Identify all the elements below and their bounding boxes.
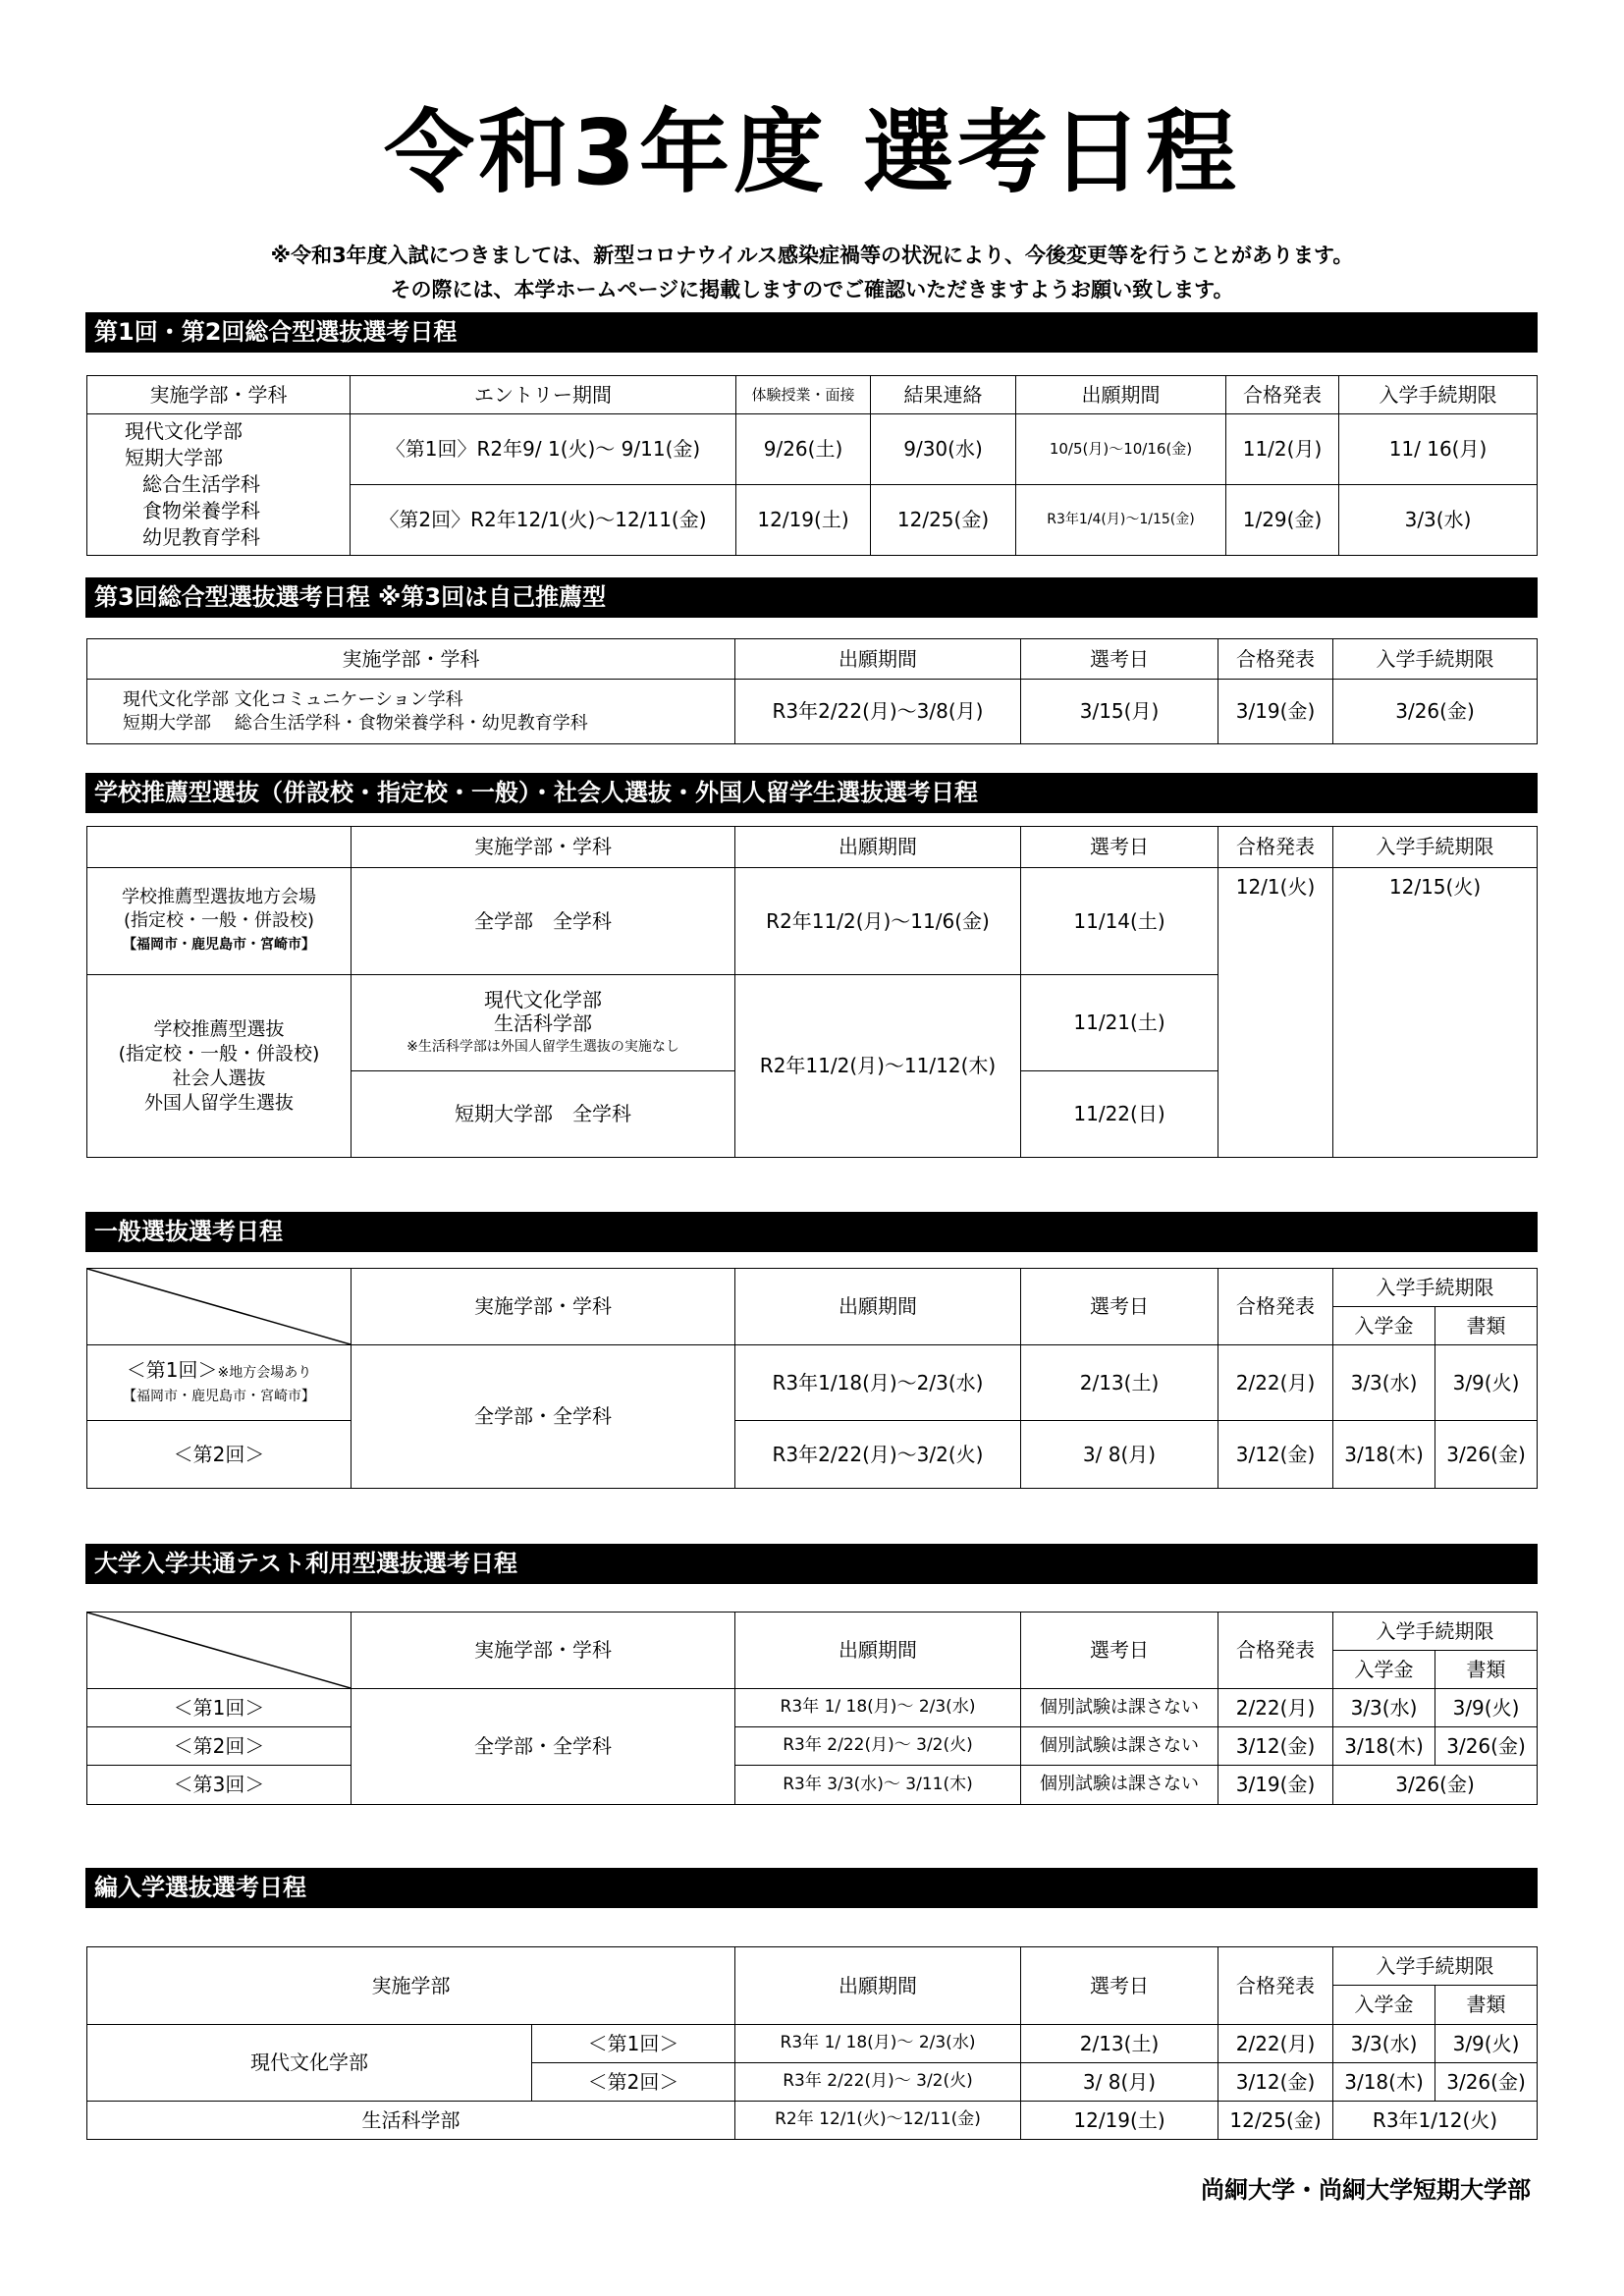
round-label bbox=[87, 1345, 352, 1421]
selection-date: 3/ 8(月) bbox=[1021, 1421, 1218, 1489]
deadline-date: 3/26(金) bbox=[1333, 680, 1538, 744]
dept-note: ※生活科学部は外国人留学生選抜の実施なし bbox=[406, 1038, 679, 1055]
regional-venues: 【福岡市・鹿児島市・宮崎市】 bbox=[123, 1388, 315, 1404]
dept-line: 幼児教育学科 bbox=[142, 525, 260, 549]
section-heading-5: 大学入学共通テスト利用型選抜選考日程 bbox=[85, 1544, 1538, 1584]
deadline-date: 12/15(火) bbox=[1333, 868, 1538, 1158]
section-heading-2: 第3回総合型選抜選考日程 ※第3回は自己推薦型 bbox=[85, 577, 1538, 618]
selection-date: 11/14(土) bbox=[1021, 868, 1218, 975]
header-announcement: 合格発表 bbox=[1226, 376, 1339, 414]
section-heading-6: 編入学選抜選考日程 bbox=[85, 1868, 1538, 1908]
header-dept: 実施学部・学科 bbox=[352, 1613, 735, 1689]
documents-deadline: 3/9(火) bbox=[1435, 2025, 1538, 2063]
application-period: R2年11/2(月)～11/6(金) bbox=[735, 868, 1021, 975]
round-1-label: ＜第1回＞ bbox=[126, 1357, 218, 1382]
announcement-date: 2/22(月) bbox=[1218, 1689, 1333, 1727]
documents-deadline: 3/9(火) bbox=[1435, 1345, 1538, 1421]
schedule-table-2 bbox=[86, 638, 1538, 744]
header-dept: 実施学部 bbox=[87, 1947, 735, 2025]
header-documents: 書類 bbox=[1435, 1651, 1538, 1689]
enrollment-fee-deadline: 3/3(水) bbox=[1333, 1689, 1435, 1727]
dept-line: 現代文化学部 bbox=[484, 987, 602, 1011]
selection-date: 3/ 8(月) bbox=[1021, 2063, 1218, 2102]
header-dept: 実施学部・学科 bbox=[352, 827, 735, 868]
header-dept: 実施学部・学科 bbox=[87, 376, 351, 414]
header-selection-date: 選考日 bbox=[1021, 1947, 1218, 2025]
dept-line: 短期大学部 bbox=[125, 446, 223, 469]
header-announcement: 合格発表 bbox=[1218, 639, 1333, 680]
announcement-date: 12/25(金) bbox=[1218, 2102, 1333, 2140]
header-enrollment-fee: 入学金 bbox=[1333, 1986, 1435, 2025]
announcement-date: 12/1(火) bbox=[1218, 868, 1333, 1158]
schedule-table-3 bbox=[86, 826, 1538, 1158]
header-selection-date: 選考日 bbox=[1021, 1269, 1218, 1345]
documents-deadline: 3/26(金) bbox=[1435, 2063, 1538, 2102]
selection-note: 個別試験は課さない bbox=[1021, 1766, 1218, 1805]
header-application: 出願期間 bbox=[735, 639, 1021, 680]
header-deadline: 入学手続期限 bbox=[1333, 639, 1538, 680]
selection-note: 個別試験は課さない bbox=[1021, 1727, 1218, 1766]
dept-cell: 生活科学部 bbox=[87, 2102, 735, 2140]
label-line: 社会人選抜 bbox=[172, 1066, 266, 1089]
announcement-date: 2/22(月) bbox=[1218, 2025, 1333, 2063]
header-selection-date: 選考日 bbox=[1021, 1613, 1218, 1689]
diagonal-header-cell bbox=[87, 1269, 352, 1345]
dept-line: 現代文化学部 文化コミュニケーション学科 bbox=[123, 688, 463, 710]
enrollment-fee-deadline: 3/18(木) bbox=[1333, 2063, 1435, 2102]
documents-deadline: 3/26(金) bbox=[1435, 1421, 1538, 1489]
application-period: R3年 1/ 18(月)～ 2/3(水) bbox=[735, 1689, 1021, 1727]
dept-line: 現代文化学部 bbox=[125, 419, 243, 443]
deadline-date: R3年1/12(火) bbox=[1333, 2102, 1538, 2140]
row-label bbox=[87, 868, 352, 975]
header-deadline: 入学手続期限 bbox=[1333, 1947, 1538, 1986]
dept-cell: 短期大学部 全学科 bbox=[352, 1071, 735, 1158]
header-deadline: 入学手続期限 bbox=[1333, 1613, 1538, 1651]
section-heading-1: 第1回・第2回総合型選抜選考日程 bbox=[85, 312, 1538, 353]
section-heading-3: 学校推薦型選抜（併設校・指定校・一般）・社会人選抜・外国人留学生選抜選考日程 bbox=[85, 773, 1538, 813]
dept-line: 生活科学部 bbox=[494, 1011, 592, 1035]
round-2-label: ＜第2回＞ bbox=[87, 1421, 352, 1489]
announcement-date: 3/12(金) bbox=[1218, 1727, 1333, 1766]
round-label: ＜第1回＞ bbox=[87, 1689, 352, 1727]
header-interview: 体験授業・面接 bbox=[736, 376, 871, 414]
label-line: 学校推薦型選抜地方会場 bbox=[122, 887, 316, 907]
selection-date: 12/19(土) bbox=[1021, 2102, 1218, 2140]
row-label bbox=[87, 975, 352, 1158]
dept-line: 食物栄養学科 bbox=[142, 499, 260, 522]
deadline-date: 3/26(金) bbox=[1333, 1766, 1538, 1805]
round-label: ＜第2回＞ bbox=[87, 1727, 352, 1766]
header-blank bbox=[87, 827, 352, 868]
notice-line-1: ※令和3年度入試につきましては、新型コロナウイルス感染症禍等の状況により、今後変更等を行うことがあります。 bbox=[270, 244, 1354, 267]
notice-line-2: その際には、本学ホームページに掲載しますのでご確認いただきますようお願い致します。 bbox=[390, 278, 1234, 301]
enrollment-fee-deadline: 3/18(木) bbox=[1333, 1727, 1435, 1766]
documents-deadline: 3/9(火) bbox=[1435, 1689, 1538, 1727]
schedule-table-4 bbox=[86, 1268, 1538, 1489]
result-date: 9/30(水) bbox=[871, 414, 1016, 485]
selection-date: 2/13(土) bbox=[1021, 1345, 1218, 1421]
announcement-date: 3/12(金) bbox=[1218, 1421, 1333, 1489]
round-label: ＜第3回＞ bbox=[87, 1766, 352, 1805]
header-result: 結果連絡 bbox=[871, 376, 1016, 414]
entry-period: 〈第1回〉R2年9/ 1(火)～ 9/11(金) bbox=[351, 414, 736, 485]
header-application: 出願期間 bbox=[735, 827, 1021, 868]
schedule-table-5 bbox=[86, 1612, 1538, 1805]
selection-date: 11/22(日) bbox=[1021, 1071, 1218, 1158]
header-documents: 書類 bbox=[1435, 1307, 1538, 1345]
label-line: 外国人留学生選抜 bbox=[143, 1091, 294, 1114]
application-period: R3年 2/22(月)～ 3/2(火) bbox=[735, 2063, 1021, 2102]
header-application: 出願期間 bbox=[1016, 376, 1226, 414]
round-label: ＜第1回＞ bbox=[532, 2025, 735, 2063]
header-application: 出願期間 bbox=[735, 1613, 1021, 1689]
announcement-date: 3/19(金) bbox=[1218, 680, 1333, 744]
institution-name: 尚絅大学・尚絅大学短期大学部 bbox=[1201, 2176, 1531, 2204]
header-announcement: 合格発表 bbox=[1218, 1269, 1333, 1345]
application-period: R2年 12/1(火)～12/11(金) bbox=[735, 2102, 1021, 2140]
selection-note: 個別試験は課さない bbox=[1021, 1689, 1218, 1727]
application-period: R3年 1/ 18(月)～ 2/3(水) bbox=[735, 2025, 1021, 2063]
result-date: 12/25(金) bbox=[871, 485, 1016, 556]
announcement-date: 11/2(月) bbox=[1226, 414, 1339, 485]
selection-date: 2/13(土) bbox=[1021, 2025, 1218, 2063]
dept-cell: 全学部・全学科 bbox=[352, 1689, 735, 1805]
header-deadline: 入学手続期限 bbox=[1333, 1269, 1538, 1307]
header-selection-date: 選考日 bbox=[1021, 639, 1218, 680]
header-application: 出願期間 bbox=[735, 1947, 1021, 2025]
enrollment-fee-deadline: 3/3(水) bbox=[1333, 2025, 1435, 2063]
header-entry-period: エントリー期間 bbox=[351, 376, 736, 414]
application-period: R3年2/22(月)～3/2(火) bbox=[735, 1421, 1021, 1489]
header-dept: 実施学部・学科 bbox=[352, 1269, 735, 1345]
label-line: 学校推薦型選抜 bbox=[153, 1017, 285, 1040]
diagonal-header-cell bbox=[87, 1613, 352, 1689]
application-period: R3年1/18(月)～2/3(水) bbox=[735, 1345, 1021, 1421]
section-heading-4: 一般選抜選考日程 bbox=[85, 1212, 1538, 1252]
header-enrollment-fee: 入学金 bbox=[1333, 1651, 1435, 1689]
header-announcement: 合格発表 bbox=[1218, 1613, 1333, 1689]
label-line: (指定校・一般・併設校) bbox=[118, 1042, 320, 1065]
label-line: (指定校・一般・併設校) bbox=[123, 910, 315, 931]
application-period: R3年1/4(月)～1/15(金) bbox=[1016, 485, 1226, 556]
deadline-date: 11/ 16(月) bbox=[1339, 414, 1538, 485]
entry-period: 〈第2回〉R2年12/1(火)～12/11(金) bbox=[351, 485, 736, 556]
interview-date: 12/19(土) bbox=[736, 485, 871, 556]
header-enrollment-fee: 入学金 bbox=[1333, 1307, 1435, 1345]
label-line: 【福岡市・鹿児島市・宮崎市】 bbox=[123, 937, 315, 953]
dept-cell: 全学部 全学科 bbox=[352, 868, 735, 975]
enrollment-fee-deadline: 3/18(木) bbox=[1333, 1421, 1435, 1489]
application-period: R3年 2/22(月)～ 3/2(火) bbox=[735, 1727, 1021, 1766]
round-label: ＜第2回＞ bbox=[532, 2063, 735, 2102]
dept-line: 総合生活学科 bbox=[142, 472, 260, 496]
documents-deadline: 3/26(金) bbox=[1435, 1727, 1538, 1766]
announcement-date: 3/12(金) bbox=[1218, 2063, 1333, 2102]
dept-cell: 現代文化学部 bbox=[87, 2025, 532, 2102]
announcement-date: 2/22(月) bbox=[1218, 1345, 1333, 1421]
header-deadline: 入学手続期限 bbox=[1333, 827, 1538, 868]
header-announcement: 合格発表 bbox=[1218, 827, 1333, 868]
header-selection-date: 選考日 bbox=[1021, 827, 1218, 868]
schedule-table-1 bbox=[86, 375, 1538, 556]
regional-note: ※地方会場あり bbox=[217, 1364, 312, 1381]
dept-line: 短期大学部 総合生活学科・食物栄養学科・幼児教育学科 bbox=[123, 712, 588, 734]
selection-date: 3/15(月) bbox=[1021, 680, 1218, 744]
dept-cell bbox=[87, 680, 735, 744]
header-dept: 実施学部・学科 bbox=[87, 639, 735, 680]
dept-cell: 全学部・全学科 bbox=[352, 1345, 735, 1489]
deadline-date: 3/3(水) bbox=[1339, 485, 1538, 556]
selection-date: 11/21(土) bbox=[1021, 975, 1218, 1071]
header-deadline: 入学手続期限 bbox=[1339, 376, 1538, 414]
header-announcement: 合格発表 bbox=[1218, 1947, 1333, 2025]
page-title: 令和3年度 選考日程 bbox=[383, 100, 1241, 205]
schedule-table-6 bbox=[86, 1946, 1538, 2140]
dept-list bbox=[87, 414, 351, 556]
application-period: R3年 3/3(水)～ 3/11(木) bbox=[735, 1766, 1021, 1805]
dept-cell bbox=[352, 975, 735, 1071]
application-period: R3年2/22(月)～3/8(月) bbox=[735, 680, 1021, 744]
announcement-date: 1/29(金) bbox=[1226, 485, 1339, 556]
application-period: 10/5(月)～10/16(金) bbox=[1016, 414, 1226, 485]
interview-date: 9/26(土) bbox=[736, 414, 871, 485]
header-documents: 書類 bbox=[1435, 1986, 1538, 2025]
application-period: R2年11/2(月)～11/12(木) bbox=[735, 975, 1021, 1158]
enrollment-fee-deadline: 3/3(水) bbox=[1333, 1345, 1435, 1421]
announcement-date: 3/19(金) bbox=[1218, 1766, 1333, 1805]
header-application: 出願期間 bbox=[735, 1269, 1021, 1345]
